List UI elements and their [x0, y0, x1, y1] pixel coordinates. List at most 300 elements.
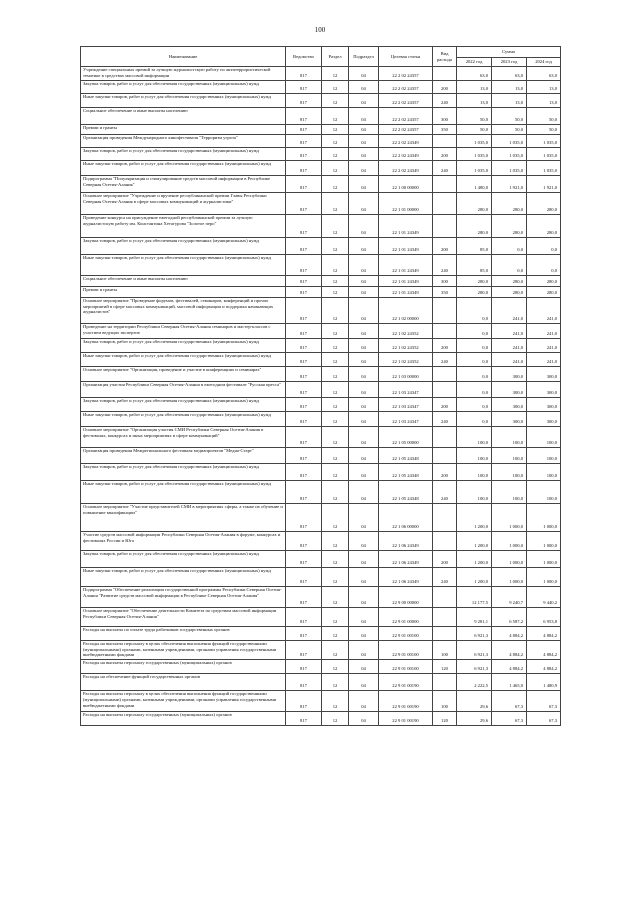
row-sum-2023: 1 921,0: [492, 176, 527, 193]
row-ministry: 817: [286, 551, 322, 568]
row-target: 22 9 01 00100: [379, 660, 433, 674]
row-name: Основное мероприятие "Проведение форумов, фестивалей, семинаров, конференций и прочих мероприятий в сфере массовых коммуникаций, массовой информации и поддержка начинающих журналистов": [81, 298, 286, 324]
row-expense-type: 200: [433, 81, 457, 94]
row-expense-type: 240: [433, 94, 457, 108]
row-expense-type: [433, 382, 457, 398]
row-ministry: 817: [286, 587, 322, 608]
row-section: 12: [322, 427, 349, 448]
row-sum-2024: 241,0: [527, 298, 561, 324]
row-target: 22 1 01 24349: [379, 215, 433, 238]
table-row: [81, 176, 561, 193]
row-subsection: 04: [349, 255, 379, 276]
table-row: [81, 660, 561, 674]
row-expense-type: 100: [433, 641, 457, 660]
table-row: [81, 339, 561, 353]
row-sum-2022: 280,0: [457, 287, 492, 298]
row-subsection: 04: [349, 398, 379, 412]
header-ministry: Ведомство: [286, 47, 322, 67]
row-section: 12: [322, 587, 349, 608]
row-sum-2024: 0,0: [527, 238, 561, 255]
row-section: 12: [322, 176, 349, 193]
table-row: [81, 627, 561, 641]
table-row: [81, 448, 561, 464]
row-name: Организация проведения Международного кинофестиваля "Терроризм угроза": [81, 135, 286, 148]
row-target: 22 1 03 24347: [379, 382, 433, 398]
row-sum-2024: 1 035,0: [527, 161, 561, 176]
row-name: Основное мероприятие "Организация участия СМИ Республики Северная Осетия-Алания в фестивалях, конкурсах и иных мероприятиях в сфере коммуникаций": [81, 427, 286, 448]
row-sum-2024: 100,0: [527, 481, 561, 504]
row-sum-2023: 50,0: [492, 108, 527, 125]
row-subsection: 04: [349, 81, 379, 94]
row-expense-type: [433, 608, 457, 627]
row-target: 22 1 06 24349: [379, 568, 433, 587]
row-ministry: 817: [286, 193, 322, 215]
table-row: [81, 412, 561, 427]
table-row: [81, 712, 561, 726]
row-name: Иные закупки товаров, работ и услуг для обеспечения государственных (муниципальных) нужд: [81, 481, 286, 504]
row-ministry: 817: [286, 324, 322, 339]
row-sum-2023: 280,0: [492, 287, 527, 298]
header-year-2024: 2024 год: [527, 58, 561, 67]
row-sum-2023: 280,0: [492, 276, 527, 287]
row-sum-2022: 0,0: [457, 298, 492, 324]
row-expense-type: 300: [433, 276, 457, 287]
row-sum-2024: 1 000,0: [527, 532, 561, 551]
row-section: 12: [322, 67, 349, 81]
row-name: Закупка товаров, работ и услуг для обеспечения государственных (муниципальных) нужд: [81, 339, 286, 353]
row-sum-2024: 6 953,8: [527, 608, 561, 627]
row-section: 12: [322, 641, 349, 660]
row-expense-type: [433, 448, 457, 464]
row-ministry: 817: [286, 161, 322, 176]
row-sum-2024: 13,0: [527, 81, 561, 94]
row-sum-2022: 13,0: [457, 94, 492, 108]
row-subsection: 04: [349, 339, 379, 353]
row-sum-2022: 0,0: [457, 339, 492, 353]
row-expense-type: 200: [433, 148, 457, 161]
row-sum-2022: 13,0: [457, 81, 492, 94]
row-sum-2024: 1 035,0: [527, 148, 561, 161]
row-sum-2022: 85,0: [457, 238, 492, 255]
row-sum-2022: 1 480,0: [457, 176, 492, 193]
row-sum-2024: 67,3: [527, 691, 561, 712]
row-section: 12: [322, 674, 349, 691]
row-target: 22 1 06 24349: [379, 551, 433, 568]
row-sum-2024: 1 000,0: [527, 551, 561, 568]
row-subsection: 04: [349, 135, 379, 148]
row-subsection: 04: [349, 660, 379, 674]
row-sum-2023: 1 000,0: [492, 568, 527, 587]
table-row: [81, 161, 561, 176]
row-section: 12: [322, 568, 349, 587]
row-name: Учреждение специальных премий за лучшую журналистскую работу по антитеррористической тематике в средствах массовой информации: [81, 67, 286, 81]
row-section: 12: [322, 398, 349, 412]
row-target: 22 9 00 00000: [379, 587, 433, 608]
row-sum-2022: 280,0: [457, 193, 492, 215]
row-sum-2024: 1 921,0: [527, 176, 561, 193]
row-target: 22 1 02 24352: [379, 324, 433, 339]
row-target: 22 1 06 24349: [379, 532, 433, 551]
row-sum-2024: 280,0: [527, 276, 561, 287]
table-row: [81, 674, 561, 691]
table-row: [81, 568, 561, 587]
row-sum-2022: 280,0: [457, 276, 492, 287]
header-year-2022: 2022 год: [457, 58, 492, 67]
row-target: 22 1 05 24348: [379, 464, 433, 481]
row-sum-2023: 100,0: [492, 427, 527, 448]
row-ministry: 817: [286, 108, 322, 125]
row-ministry: 817: [286, 712, 322, 726]
row-section: 12: [322, 298, 349, 324]
row-section: 12: [322, 276, 349, 287]
row-sum-2022: 1 035,0: [457, 148, 492, 161]
row-sum-2022: 6 921,3: [457, 641, 492, 660]
row-sum-2023: 1 000,0: [492, 504, 527, 532]
row-section: 12: [322, 339, 349, 353]
row-target: 22 1 06 00000: [379, 504, 433, 532]
row-sum-2024: 280,0: [527, 287, 561, 298]
row-expense-type: [433, 193, 457, 215]
row-expense-type: [433, 674, 457, 691]
row-ministry: 817: [286, 627, 322, 641]
table-row: [81, 287, 561, 298]
page-number: 100: [314, 26, 326, 34]
row-sum-2022: 0,0: [457, 398, 492, 412]
header-name: Наименование: [81, 47, 286, 67]
row-name: Расходы на выплаты персоналу государственных (муниципальных) органов: [81, 712, 286, 726]
row-sum-2023: 9 240,7: [492, 587, 527, 608]
row-sum-2023: 4 884,2: [492, 641, 527, 660]
row-expense-type: [433, 298, 457, 324]
row-name: Премии и гранты: [81, 287, 286, 298]
row-subsection: 04: [349, 67, 379, 81]
row-sum-2022: 0,0: [457, 367, 492, 382]
row-sum-2022: 12 177,5: [457, 587, 492, 608]
row-subsection: 04: [349, 427, 379, 448]
row-expense-type: 240: [433, 255, 457, 276]
row-target: 22 1 02 24352: [379, 353, 433, 367]
row-name: Подпрограмма "Популяризация и стимулирование средств массовой информации в Республике Северная Осетия-Алания": [81, 176, 286, 193]
row-sum-2023: 1 465,0: [492, 674, 527, 691]
row-sum-2022: 0,0: [457, 382, 492, 398]
row-sum-2024: 4 884,2: [527, 660, 561, 674]
row-subsection: 04: [349, 298, 379, 324]
row-sum-2022: 2 222,5: [457, 674, 492, 691]
table-row: [81, 551, 561, 568]
row-ministry: 817: [286, 339, 322, 353]
row-ministry: 817: [286, 464, 322, 481]
row-ministry: 817: [286, 427, 322, 448]
row-target: 22 9 01 00100: [379, 641, 433, 660]
row-target: 22 9 01 00100: [379, 627, 433, 641]
row-subsection: 04: [349, 382, 379, 398]
row-target: 22 1 01 00000: [379, 193, 433, 215]
row-ministry: 817: [286, 504, 322, 532]
row-section: 12: [322, 691, 349, 712]
table-row: [81, 298, 561, 324]
row-sum-2024: 1 480,9: [527, 674, 561, 691]
row-sum-2022: 6 921,3: [457, 627, 492, 641]
row-sum-2023: 241,0: [492, 324, 527, 339]
row-sum-2024: 300,0: [527, 398, 561, 412]
row-ministry: 817: [286, 608, 322, 627]
row-subsection: 04: [349, 691, 379, 712]
row-sum-2023: 6 587,2: [492, 608, 527, 627]
row-sum-2023: 13,0: [492, 81, 527, 94]
table-row: [81, 67, 561, 81]
row-expense-type: 200: [433, 551, 457, 568]
row-sum-2024: 300,0: [527, 412, 561, 427]
row-section: 12: [322, 481, 349, 504]
table-row: [81, 398, 561, 412]
row-ministry: 817: [286, 382, 322, 398]
row-name: Закупка товаров, работ и услуг для обеспечения государственных (муниципальных) нужд: [81, 148, 286, 161]
row-name: Иные закупки товаров, работ и услуг для обеспечения государственных (муниципальных) нужд: [81, 353, 286, 367]
row-sum-2024: 300,0: [527, 367, 561, 382]
row-expense-type: 200: [433, 238, 457, 255]
row-subsection: 04: [349, 641, 379, 660]
row-name: Иные закупки товаров, работ и услуг для обеспечения государственных (муниципальных) нужд: [81, 161, 286, 176]
row-section: 12: [322, 712, 349, 726]
row-subsection: 04: [349, 125, 379, 135]
row-name: Закупка товаров, работ и услуг для обеспечения государственных (муниципальных) нужд: [81, 398, 286, 412]
row-name: Премии и гранты: [81, 125, 286, 135]
row-target: 22 1 01 24349: [379, 238, 433, 255]
row-sum-2022: 280,0: [457, 215, 492, 238]
table-row: [81, 532, 561, 551]
row-name: Участие средств массовой информации Республики Северная Осетия-Алания в форуме, конкурсах и фестивалях России и Юга: [81, 532, 286, 551]
row-target: 22 1 02 00000: [379, 298, 433, 324]
row-subsection: 04: [349, 551, 379, 568]
row-sum-2023: 300,0: [492, 367, 527, 382]
row-name: Социальное обеспечение и иные выплаты населению: [81, 108, 286, 125]
row-section: 12: [322, 287, 349, 298]
row-ministry: 817: [286, 94, 322, 108]
table-row: [81, 324, 561, 339]
row-sum-2023: 241,0: [492, 339, 527, 353]
row-section: 12: [322, 382, 349, 398]
row-subsection: 04: [349, 324, 379, 339]
row-target: 22 1 02 24352: [379, 339, 433, 353]
row-target: 22 1 05 00000: [379, 427, 433, 448]
row-sum-2023: 300,0: [492, 398, 527, 412]
row-ministry: 817: [286, 81, 322, 94]
row-sum-2022: 1 200,0: [457, 532, 492, 551]
row-sum-2024: 1 035,0: [527, 135, 561, 148]
row-section: 12: [322, 448, 349, 464]
row-name: Организация проведения Межрегионального фестиваля медиапроектов "Медиа-Старт": [81, 448, 286, 464]
row-target: 22 2 02 24357: [379, 108, 433, 125]
row-sum-2023: 1 035,0: [492, 135, 527, 148]
row-sum-2024: 241,0: [527, 353, 561, 367]
row-name: Расходы на обеспечение функций государственных органов: [81, 674, 286, 691]
row-sum-2023: 50,0: [492, 125, 527, 135]
row-subsection: 04: [349, 712, 379, 726]
row-sum-2023: 4 884,2: [492, 627, 527, 641]
row-sum-2022: 6 921,3: [457, 660, 492, 674]
row-section: 12: [322, 161, 349, 176]
row-expense-type: 240: [433, 481, 457, 504]
row-sum-2024: 280,0: [527, 193, 561, 215]
row-sum-2022: 100,0: [457, 427, 492, 448]
row-expense-type: [433, 587, 457, 608]
row-name: Иные закупки товаров, работ и услуг для обеспечения государственных (муниципальных) нужд: [81, 568, 286, 587]
row-sum-2023: 100,0: [492, 464, 527, 481]
row-section: 12: [322, 255, 349, 276]
row-target: 22 1 05 24348: [379, 448, 433, 464]
row-sum-2024: 280,0: [527, 215, 561, 238]
row-subsection: 04: [349, 276, 379, 287]
row-name: Закупка товаров, работ и услуг для обеспечения государственных (муниципальных) нужд: [81, 81, 286, 94]
row-ministry: 817: [286, 448, 322, 464]
row-sum-2022: 50,0: [457, 108, 492, 125]
row-name: Организация участия Республики Северная Осетия-Алания в ежегодном фестивале "Русская пресса": [81, 382, 286, 398]
row-sum-2022: 1 035,0: [457, 161, 492, 176]
row-name: Основное мероприятие "Организация, проведение и участие в конференциях и семинарах": [81, 367, 286, 382]
row-sum-2022: 0,0: [457, 412, 492, 427]
row-name: Основное мероприятие "Учреждение и вручение республиканской премии Главы Республики Северная Осетия-Алания в сфере массовых коммуникаций и журналистики": [81, 193, 286, 215]
header-subsection: Подраздел: [349, 47, 379, 67]
header-target: Целевая статья: [379, 47, 433, 67]
row-section: 12: [322, 135, 349, 148]
table-row: [81, 367, 561, 382]
row-sum-2023: 67,3: [492, 691, 527, 712]
row-sum-2022: 100,0: [457, 481, 492, 504]
row-sum-2023: 100,0: [492, 448, 527, 464]
row-section: 12: [322, 238, 349, 255]
table-row: [81, 215, 561, 238]
row-name: Социальное обеспечение и иные выплаты населению: [81, 276, 286, 287]
row-subsection: 04: [349, 161, 379, 176]
row-target: 22 2 02 24349: [379, 135, 433, 148]
row-ministry: 817: [286, 641, 322, 660]
table-row: [81, 94, 561, 108]
row-section: 12: [322, 108, 349, 125]
row-ministry: 817: [286, 674, 322, 691]
row-subsection: 04: [349, 464, 379, 481]
row-sum-2022: 100,0: [457, 464, 492, 481]
row-sum-2023: 241,0: [492, 353, 527, 367]
row-name: Расходы на выплаты персоналу в целях обеспечения выполнения функций государственными (муниципальными) органами, казенными учреждениями, органами управления государственными внебюджетными фондами: [81, 691, 286, 712]
row-sum-2024: 0,0: [527, 255, 561, 276]
row-ministry: 817: [286, 691, 322, 712]
row-name: Подпрограмма "Обеспечение реализации государственной программы Республики Северная Осетия-Алания "Развитие средств массовой информации в Республике Северная Осетия-Алания": [81, 587, 286, 608]
row-sum-2022: 85,0: [457, 255, 492, 276]
row-expense-type: 200: [433, 398, 457, 412]
row-subsection: 04: [349, 215, 379, 238]
row-subsection: 04: [349, 627, 379, 641]
row-ministry: 817: [286, 148, 322, 161]
row-sum-2023: 241,0: [492, 298, 527, 324]
table-row: [81, 108, 561, 125]
row-name: Закупка товаров, работ и услуг для обеспечения государственных (муниципальных) нужд: [81, 238, 286, 255]
row-sum-2022: 50,0: [457, 125, 492, 135]
row-target: 22 1 01 24349: [379, 255, 433, 276]
row-sum-2022: 1 200,0: [457, 568, 492, 587]
row-sum-2024: 300,0: [527, 382, 561, 398]
row-section: 12: [322, 504, 349, 532]
row-sum-2023: 1 035,0: [492, 148, 527, 161]
row-ministry: 817: [286, 353, 322, 367]
row-ministry: 817: [286, 215, 322, 238]
table-row: [81, 193, 561, 215]
row-sum-2023: 100,0: [492, 481, 527, 504]
row-name: Расходы на выплаты по оплате труда работников государственных органов: [81, 627, 286, 641]
row-expense-type: [433, 67, 457, 81]
row-target: 22 9 01 00000: [379, 608, 433, 627]
row-expense-type: 240: [433, 412, 457, 427]
row-name: Расходы на выплаты персоналу государственных (муниципальных) органов: [81, 660, 286, 674]
row-sum-2022: 1 200,0: [457, 551, 492, 568]
row-ministry: 817: [286, 255, 322, 276]
row-ministry: 817: [286, 125, 322, 135]
row-sum-2023: 1 000,0: [492, 551, 527, 568]
row-target: 22 9 01 00190: [379, 691, 433, 712]
row-name: Расходы на выплаты персоналу в целях обеспечения выполнения функций государственными (муниципальными) органами, казенными учреждениями, органами управления государственными внебюджетными фондами: [81, 641, 286, 660]
row-sum-2024: 4 884,2: [527, 641, 561, 660]
row-section: 12: [322, 412, 349, 427]
row-sum-2024: 9 440,2: [527, 587, 561, 608]
row-ministry: 817: [286, 238, 322, 255]
row-subsection: 04: [349, 94, 379, 108]
row-ministry: 817: [286, 532, 322, 551]
table-row: [81, 464, 561, 481]
row-section: 12: [322, 94, 349, 108]
row-target: 22 1 00 00000: [379, 176, 433, 193]
row-section: 12: [322, 81, 349, 94]
row-subsection: 04: [349, 238, 379, 255]
row-sum-2022: 29,6: [457, 691, 492, 712]
row-ministry: 817: [286, 298, 322, 324]
row-ministry: 817: [286, 276, 322, 287]
row-name: Основное мероприятие "Участие представителей СМИ в мероприятиях сферы, а также их обучение и повышение квалификации": [81, 504, 286, 532]
row-sum-2024: 100,0: [527, 464, 561, 481]
row-sum-2023: 0,0: [492, 255, 527, 276]
row-section: 12: [322, 464, 349, 481]
table-row: [81, 238, 561, 255]
row-ministry: 817: [286, 135, 322, 148]
row-sum-2024: 100,0: [527, 448, 561, 464]
row-sum-2024: 67,3: [527, 712, 561, 726]
row-ministry: 817: [286, 412, 322, 427]
row-sum-2022: 0,0: [457, 324, 492, 339]
row-target: 22 2 02 24349: [379, 161, 433, 176]
row-sum-2023: 280,0: [492, 215, 527, 238]
row-expense-type: 240: [433, 353, 457, 367]
row-target: 22 1 01 24349: [379, 276, 433, 287]
row-subsection: 04: [349, 481, 379, 504]
row-subsection: 04: [349, 412, 379, 427]
row-target: 22 2 02 24357: [379, 94, 433, 108]
budget-table: [80, 46, 561, 726]
row-section: 12: [322, 215, 349, 238]
row-subsection: 04: [349, 287, 379, 298]
row-subsection: 04: [349, 176, 379, 193]
row-sum-2022: 100,0: [457, 448, 492, 464]
row-subsection: 04: [349, 532, 379, 551]
row-ministry: 817: [286, 287, 322, 298]
table-body: [81, 67, 561, 726]
row-expense-type: 350: [433, 125, 457, 135]
header-section: Раздел: [322, 47, 349, 67]
row-name: Закупка товаров, работ и услуг для обеспечения государственных (муниципальных) нужд: [81, 551, 286, 568]
row-subsection: 04: [349, 108, 379, 125]
row-subsection: 04: [349, 148, 379, 161]
row-expense-type: [433, 532, 457, 551]
row-sum-2024: 4 884,2: [527, 627, 561, 641]
row-ministry: 817: [286, 398, 322, 412]
row-name: Иные закупки товаров, работ и услуг для обеспечения государственных (муниципальных) нужд: [81, 255, 286, 276]
